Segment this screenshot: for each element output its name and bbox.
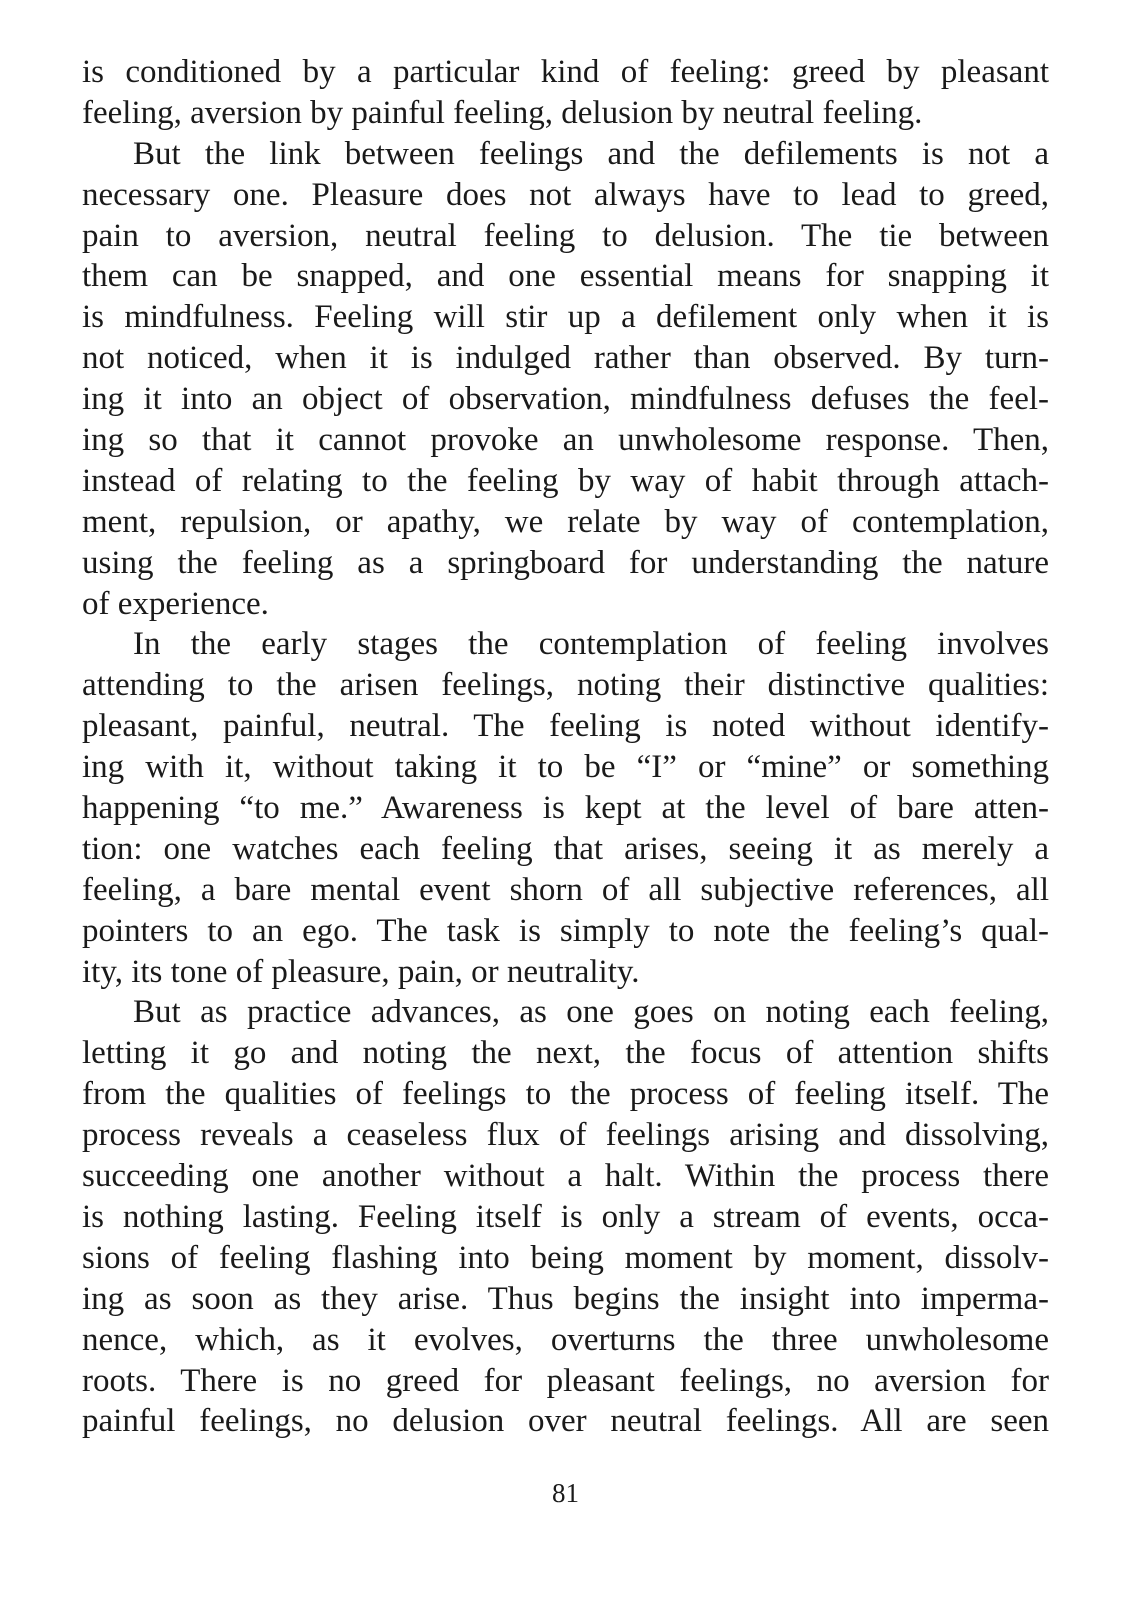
- text-line: process reveals a ceaseless flux of feelings arising and dissolving,: [82, 1117, 1049, 1154]
- text-line: roots. There is no greed for pleasant feelings, no aversion for: [82, 1362, 1049, 1399]
- text-line: succeeding one another without a halt. Within the process there: [82, 1158, 1049, 1195]
- text-line: necessary one. Pleasure does not always have to lead to greed,: [82, 176, 1049, 213]
- text-line: from the qualities of feelings to the process of feeling itself. The: [82, 1076, 1049, 1113]
- text-line: feeling, aversion by painful feeling, delusion by neutral feeling.: [82, 94, 923, 131]
- text-line: happening “to me.” Awareness is kept at the level of bare atten-: [82, 790, 1049, 827]
- text-line: But the link between feelings and the defilements is not a: [133, 135, 1049, 172]
- text-line: But as practice advances, as one goes on noting each feeling,: [133, 994, 1049, 1031]
- text-line: ing as soon as they arise. Thus begins the insight into imperma-: [82, 1280, 1049, 1317]
- text-line: is mindfulness. Feeling will stir up a defilement only when it is: [82, 299, 1049, 336]
- text-line: instead of relating to the feeling by way of habit through attach-: [82, 462, 1049, 499]
- text-line: them can be snapped, and one essential means for snapping it: [82, 258, 1049, 295]
- page-number: 81: [552, 1478, 579, 1508]
- text-line: pointers to an ego. The task is simply to note the feeling’s qual-: [82, 912, 1049, 949]
- text-line: ing with it, without taking it to be “I” or “mine” or something: [82, 749, 1049, 786]
- text-line: In the early stages the contemplation of feeling involves: [133, 626, 1049, 663]
- text-line: painful feelings, no delusion over neutral feelings. All are seen: [82, 1403, 1049, 1440]
- text-line: using the feeling as a springboard for understanding the nature: [82, 544, 1049, 581]
- text-line: of experience.: [82, 585, 269, 622]
- text-line: letting it go and noting the next, the focus of attention shifts: [82, 1035, 1049, 1072]
- text-line: ity, its tone of pleasure, pain, or neutrality.: [82, 953, 640, 990]
- text-line: feeling, a bare mental event shorn of all subjective references, all: [82, 871, 1049, 908]
- text-line: tion: one watches each feeling that arises, seeing it as merely a: [82, 830, 1049, 867]
- text-line: sions of feeling flashing into being moment by moment, dissolv-: [82, 1239, 1049, 1276]
- text-line: pleasant, painful, neutral. The feeling is noted without identify-: [82, 708, 1049, 745]
- text-line: pain to aversion, neutral feeling to delusion. The tie between: [82, 217, 1049, 254]
- body-text: [82, 52, 1049, 1442]
- text-line: is conditioned by a particular kind of feeling: greed by pleasant: [82, 54, 1049, 90]
- text-line: ing it into an object of observation, mindfulness defuses the feel-: [82, 381, 1049, 418]
- text-line: attending to the arisen feelings, noting their distinctive qualities:: [82, 667, 1049, 704]
- text-line: ment, repulsion, or apathy, we relate by way of contemplation,: [82, 503, 1049, 540]
- text-line: is nothing lasting. Feeling itself is only a stream of events, occa-: [82, 1198, 1049, 1235]
- text-line: nence, which, as it evolves, overturns the three unwholesome: [82, 1321, 1049, 1358]
- text-line: ing so that it cannot provoke an unwholesome response. Then,: [82, 422, 1049, 459]
- text-line: not noticed, when it is indulged rather than observed. By turn-: [82, 340, 1049, 377]
